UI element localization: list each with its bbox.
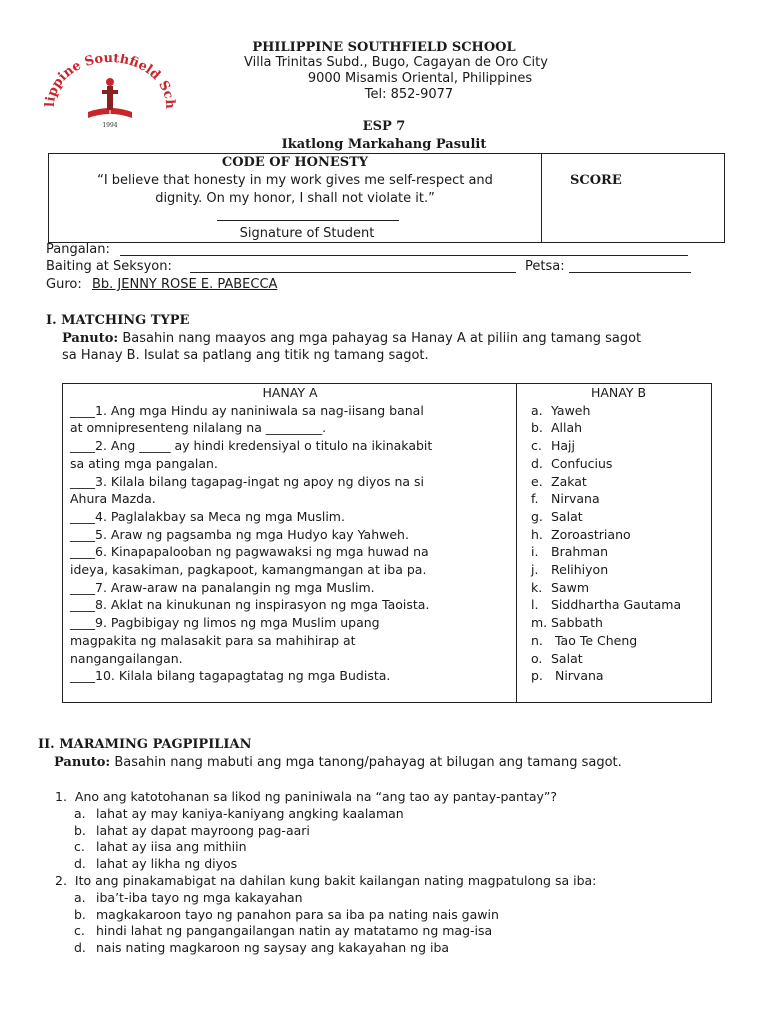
honesty-pledge-line-2: dignity. On my honor, I shall not violate it.” [155,191,435,206]
question-2-text: Ito ang pinakamabigat na dahilan kung bakit kailangan nating magpatulong sa iba: [74,873,597,888]
hanay-b-item [531,526,706,544]
hanay-b-item [531,419,706,437]
hanay-b-letter: f. [531,491,539,507]
section-label: Baiting at Seksyon: [46,259,172,274]
q2-choice-letter: d. [74,939,86,955]
part1-panuto-label: Panuto: [62,331,119,346]
hanay-a-line: magpakita ng malasakit para sa mahihirap at [70,632,356,648]
hanay-a-line: ____2. Ang _____ ay hindi kredensiyal o titulo na ikinakabit [70,438,433,454]
hanay-b-item [531,437,706,455]
hanay-b-item [531,473,706,491]
hanay-b-letter: p. [531,668,543,684]
hanay-b-title: HANAY B [590,385,647,400]
hanay-a-line: ____1. Ang mga Hindu ay naniniwala sa nag-iisang banal [70,402,424,418]
hanay-b-column [531,384,706,685]
q2-choice-text: nais nating magkaroon ng saysay ang kakayahan ng iba [96,939,450,955]
hanay-b-item [531,596,706,614]
svg-text:1994: 1994 [102,122,118,129]
part1-panuto-text: Basahin nang maayos ang mga pahayag sa Hanay A at piliin ang tamang sagot [118,331,642,346]
q1-choice-letter: a. [74,806,86,821]
hanay-b-text: Salat [551,650,583,666]
hanay-b-item [531,650,706,668]
hanay-b-item [531,579,706,597]
hanay-b-item [531,508,706,526]
q1-choice-letter: d. [74,855,86,871]
code-of-honesty-box [48,153,725,243]
matching-table-divider [516,384,517,702]
hanay-b-item [531,490,706,508]
exam-subject: ESP 7 [362,119,406,134]
honesty-heading: CODE OF HONESTY [221,155,369,170]
q2-choice[interactable] [74,907,499,922]
part2-panuto-label: Panuto: [54,755,111,770]
school-address-1: Villa Trinitas Subd., Bugo, Cagayan de Oro City [244,55,548,70]
hanay-b-item [531,543,706,561]
part1-instructions-line-2: sa Hanay B. Isulat sa patlang ang titik ng tamang sagot. [62,348,429,363]
hanay-a-line: at omnipresenteng nilalang na _________. [70,420,327,436]
school-name: PHILIPPINE SOUTHFIELD SCHOOL [252,40,516,55]
hanay-b-letter: d. [531,455,543,471]
teacher-name: Bb. JENNY ROSE E. PABECCA [92,277,278,292]
hanay-a-line: ____3. Kilala bilang tagapag-ingat ng apoy ng diyos na si [70,473,424,489]
hanay-a-line: ____7. Araw-araw na panalangin ng mga Muslim. [70,579,375,595]
q1-choice-text: lahat ay iisa ang mithiin [96,839,247,854]
hanay-a-column [70,384,510,685]
q1-choice[interactable] [74,806,404,821]
hanay-b-text: Sawm [551,579,589,595]
q2-choice[interactable] [74,890,303,905]
date-field[interactable] [569,272,691,273]
part2-instructions [54,755,622,770]
hanay-b-letter: g. [531,508,543,524]
hanay-b-text: Nirvana [551,668,604,684]
hanay-b-text: Tao Te Cheng [551,632,638,648]
question-2-number: 2. [55,873,67,888]
q1-choice[interactable] [74,839,247,854]
part2-panuto-text: Basahin nang mabuti ang mga tanong/pahayag at bilugan ang tamang sagot. [110,755,622,770]
hanay-b-letter: b. [531,420,543,436]
hanay-b-text: Yaweh [551,402,591,418]
question-1-text: Ano ang katotohanan sa likod ng paniniwala na “ang tao ay pantay-pantay”? [74,789,558,804]
hanay-b-item [531,561,706,579]
hanay-b-item [531,632,706,650]
q1-choice-text: lahat ay likha ng diyos [96,855,238,871]
score-label: SCORE [570,173,622,188]
q2-choice-letter: b. [74,906,86,922]
hanay-b-text: Zoroastriano [551,526,631,542]
matching-table [62,383,712,703]
hanay-a-line: ____9. Pagbibigay ng limos ng mga Muslim upang [70,615,380,631]
q2-choice-letter: c. [74,923,85,938]
hanay-b-letter: j. [531,562,539,578]
teacher-label: Guro: [46,277,82,292]
hanay-b-item [531,455,706,473]
question-1-number: 1. [55,789,67,804]
hanay-b-text: Salat [551,508,583,524]
hanay-b-item [531,667,706,685]
hanay-b-letter: k. [531,579,543,595]
hanay-b-text: Allah [551,420,583,436]
hanay-a-line: ____10. Kilala bilang tagapagtatag ng mga Budista. [70,668,391,684]
hanay-b-text: Siddhartha Gautama [551,597,682,613]
part2-heading: II. MARAMING PAGPIPILIAN [38,737,252,752]
section-field[interactable] [190,272,516,273]
hanay-b-text: Hajj [551,438,576,454]
hanay-b-text: Sabbath [551,615,603,631]
hanay-a-line: ____8. Aklat na kinukunan ng inspirasyon ng mga Taoista. [70,597,430,613]
q1-choice[interactable] [74,856,237,871]
hanay-b-letter: i. [531,544,539,560]
hanay-a-line: ____6. Kinapapalooban ng pagwawaksi ng mga huwad na [70,544,429,560]
part1-heading: I. MATCHING TYPE [46,313,190,328]
date-label: Petsa: [525,259,565,274]
hanay-b-letter: e. [531,473,543,489]
hanay-b-text: Brahman [551,544,609,560]
hanay-b-text: Confucius [551,455,613,471]
hanay-a-title: HANAY A [262,385,318,400]
question-1 [55,789,557,804]
honesty-pledge-line-1: “I believe that honesty in my work gives me self-respect and [97,173,493,188]
q2-choice[interactable] [74,940,449,955]
hanay-b-item [531,402,706,420]
hanay-b-letter: h. [531,526,543,542]
exam-title: Ikatlong Markahang Pasulit [281,137,487,152]
hanay-a-line: ____5. Araw ng pagsamba ng mga Hudyo kay Yahweh. [70,526,409,542]
hanay-b-text: Zakat [551,473,587,489]
school-address-2: 9000 Misamis Oriental, Philippines [307,71,533,86]
question-2 [55,873,596,888]
q1-choice-letter: b. [74,822,86,838]
hanay-b-text: Nirvana [551,491,600,507]
q1-choice-text: lahat ay may kaniya-kaniyang angking kaalaman [96,806,404,821]
hanay-b-letter: o. [531,650,543,666]
hanay-a-line: nangangailangan. [70,650,183,666]
name-field[interactable] [120,255,688,256]
q1-choice[interactable] [74,823,310,838]
hanay-a-line: ____4. Paglalakbay sa Meca ng mga Muslim. [70,508,345,524]
hanay-b-letter: m. [531,615,548,631]
hanay-a-line: sa ating mga pangalan. [70,455,218,471]
hanay-b-letter: l. [531,597,539,613]
q2-choice-text: magkakaroon tayo ng panahon para sa iba pa nating nais gawin [96,906,499,922]
part1-instructions-line-1 [62,331,641,346]
q2-choice-text: iba’t-iba tayo ng mga kakayahan [96,890,303,905]
hanay-b-letter: a. [531,402,543,418]
q2-choice-letter: a. [74,890,86,905]
q2-choice[interactable] [74,923,492,938]
svg-text:Philippine Southfield School: lippine Southfield Sch [42,54,178,110]
name-label: Pangalan: [46,242,110,257]
signature-label: Signature of Student [239,226,375,241]
hanay-a-line: Ahura Mazda. [70,491,156,507]
q1-choice-text: lahat ay dapat mayroong pag-aari [96,822,310,838]
hanay-a-line: ideya, kasakiman, pagkapoot, kamangmangan at iba pa. [70,562,427,578]
hanay-b-text: Relihiyon [551,562,609,578]
signature-line[interactable] [217,220,399,221]
q1-choice-letter: c. [74,839,85,854]
hanay-b-letter: n. [531,632,543,648]
school-tel: Tel: 852-9077 [364,87,454,102]
hanay-b-item [531,614,706,632]
hanay-b-letter: c. [531,438,542,454]
q2-choice-text: hindi lahat ng pangangailangan natin ay matatamo ng mag-isa [96,923,493,938]
